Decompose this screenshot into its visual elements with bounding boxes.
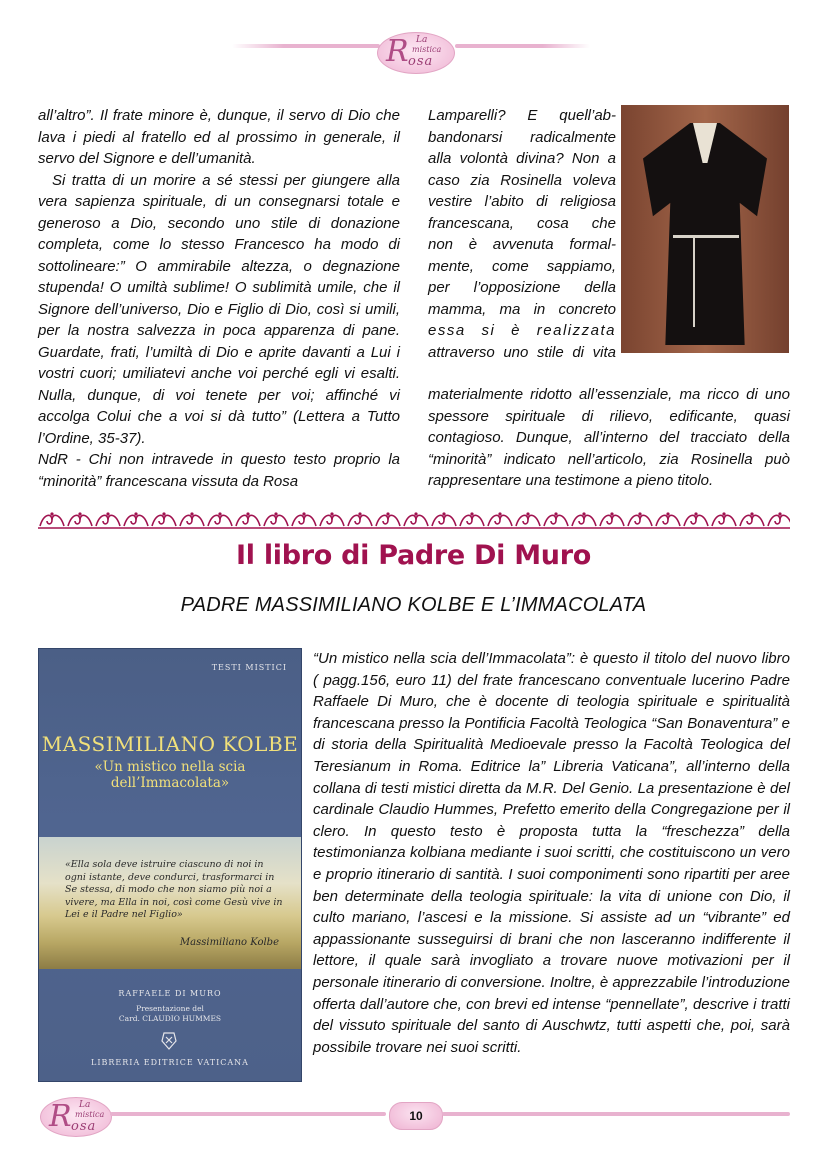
paragraph: materialmente ridotto all’essenziale, ma ricco di uno spessore spirituale di rilievo, edificante, quasi contagioso. Dunque, all’interno del tracciato della “minorità” indicato nell’articolo, zia Rosinella può rappresentare una testimone a pieno titolo. <box>428 386 790 489</box>
logo-la: La <box>79 1100 91 1110</box>
text-line: Lamparelli? E quell’ab- <box>428 107 616 124</box>
book-cover-writer: RAFFAELE DI MURO <box>118 989 222 998</box>
ornament-divider <box>38 509 790 531</box>
paragraph: all’altro”. Il frate minore è, dunque, il servo di Dio che lava i piedi al fratello ed al prossimo in generale, il servo del Signore e dell’umanità. <box>38 107 400 167</box>
logo-rosa: osa <box>71 1119 97 1134</box>
header-rule-left <box>232 44 380 48</box>
header-rule-right <box>455 44 590 48</box>
footer-rule-left <box>110 1112 386 1116</box>
text-line: per l’opposizione della <box>428 279 616 296</box>
left-text-column <box>38 105 400 492</box>
book-cover-author: MASSIMILIANO KOLBE <box>41 732 299 756</box>
text-line: mente, come sappiamo, <box>428 257 616 275</box>
article-title: Il libro di Padre Di Muro <box>236 540 591 571</box>
text-line: essa si è realizzata <box>428 322 616 339</box>
paragraph: “Un mistico nella scia dell’Immacolata”: è questo il titolo del nuovo libro ( pagg.156, euro 11) del frate francescano conventuale lucerino Padre Raffaele Di Muro, che è docente di teologia spirituale e spiritualità francescana presso la Pontificia Facoltà Teologica “San Bonaventura” e di storia della Spiritualità Medioevale presso la Facoltà Teologica del Teresianum in Roma. Editrice la” Libreria Vaticana”, all’interno della collana di testi mistici diretta da M.R. Del Genio. La presentazione è del cardinale Claudio Hummes, Prefetto emerito della Congregazione per il clero. In questo testo è proposta tutta la “freschezza” della testimonianza kolbiana mediante i suoi scritti, che costituiscono un vero e proprio itinerario di santità. I suoi componimenti sono ripartiti per aree ben determinate della teologia spirituale: la vita di unione con Dio, il culto mariano, l’ascesi e la missione. Si assiste ad un “vibrante” ed appassionante susseguirsi di brani che non lasceranno indifferente il lettore, il quale sarà invogliato a trovare nuove motivazioni per il personale itinerario di conversione. Inoltre, è apprezzabile l’introduzione offerta dall’autore che, con brevi ed intense “pennellate”, descrive i tratti del vissuto spirituale del santo di Auschwtz, tutti aspetti che, poi, sarà possibile trovare nei suoi scritti. <box>313 650 790 1056</box>
text-line: bandonarsi radicalmente <box>428 128 616 146</box>
la-mistica-rosa-logo <box>377 32 455 74</box>
page-number: 10 <box>389 1102 443 1130</box>
article-body <box>313 648 790 1058</box>
article-subtitle: PADRE MASSIMILIANO KOLBE E L’IMMACOLATA <box>180 594 647 616</box>
footer-logo <box>40 1097 112 1137</box>
book-cover-publisher: LIBRERIA EDITRICE VATICANA <box>91 1058 249 1067</box>
logo-letter: R <box>386 34 409 69</box>
logo-mistica: mistica <box>412 45 442 54</box>
text-line: non è avvenuta formal- <box>428 236 616 253</box>
footer-rule-right <box>442 1112 790 1116</box>
book-cover-presentation: Presentazione del Card. CLAUDIO HUMMES <box>118 1004 222 1023</box>
logo-mistica: mistica <box>75 1110 105 1119</box>
logo-rosa: osa <box>408 54 434 69</box>
text-line: vestire l’abito di religiosa <box>428 193 616 210</box>
logo-la: La <box>416 35 428 45</box>
paragraph: NdR - Chi non intravede in questo testo proprio la “minorità” francescana vissuta da Rosa <box>38 451 400 490</box>
vatican-seal-icon <box>158 1029 180 1051</box>
right-wide-column <box>428 384 790 492</box>
text-line: francescana, cosa che <box>428 214 616 232</box>
text-line: attraverso uno stile di vita <box>428 343 616 361</box>
book-cover-title: «Un mistico nella scia dell’Immacolata» <box>94 759 246 791</box>
text-line: mamma, ma in concreto <box>428 300 616 318</box>
logo-letter: R <box>49 1099 72 1134</box>
franciscan-habit-photo <box>621 105 789 353</box>
book-cover-quote-author: Massimiliano Kolbe <box>179 937 279 948</box>
paragraph: Si tratta di un morire a sé stessi per giungere alla vera sapienza spirituale, di un consegnarsi totale e generoso a Dio, secondo uno stile di donazione completa, come lo stesso Francesco ha modo di sottolineare:” O ammirabile altezza, o degnazione stupenda! O umiltà sublime! O sublimità umile, che il Signore dell’universo, Dio e Figlio di Dio, così si umili, per la nostra salvezza in poca apparenza di pane. Guardate, frati, l’umiltà di Dio e aprite davanti a Lui i vostri cuori; umiliatevi anche voi perché egli vi esalti. Nulla, dunque, di voi tenete per voi; affinché vi accolga Colui che a voi si dà tutto” (Lettera a Tutto l’Ordine, 35-37). <box>38 171 400 447</box>
right-narrow-column <box>428 105 616 363</box>
text-line: alla volontà divina? Non a <box>428 150 616 167</box>
book-series: TESTI MISTICI <box>211 663 287 672</box>
book-cover-quote: «Ella sola deve istruire ciascuno di noi in ogni istante, deve condurci, trasformarci in Se stessa, di modo che non siamo più noi a vivere, ma Ella in noi, così come Gesù vive in Lei e il Padre nel Figlio» <box>65 859 283 920</box>
book-cover-image <box>38 648 302 1082</box>
text-line: caso zia Rosinella voleva <box>428 171 616 189</box>
